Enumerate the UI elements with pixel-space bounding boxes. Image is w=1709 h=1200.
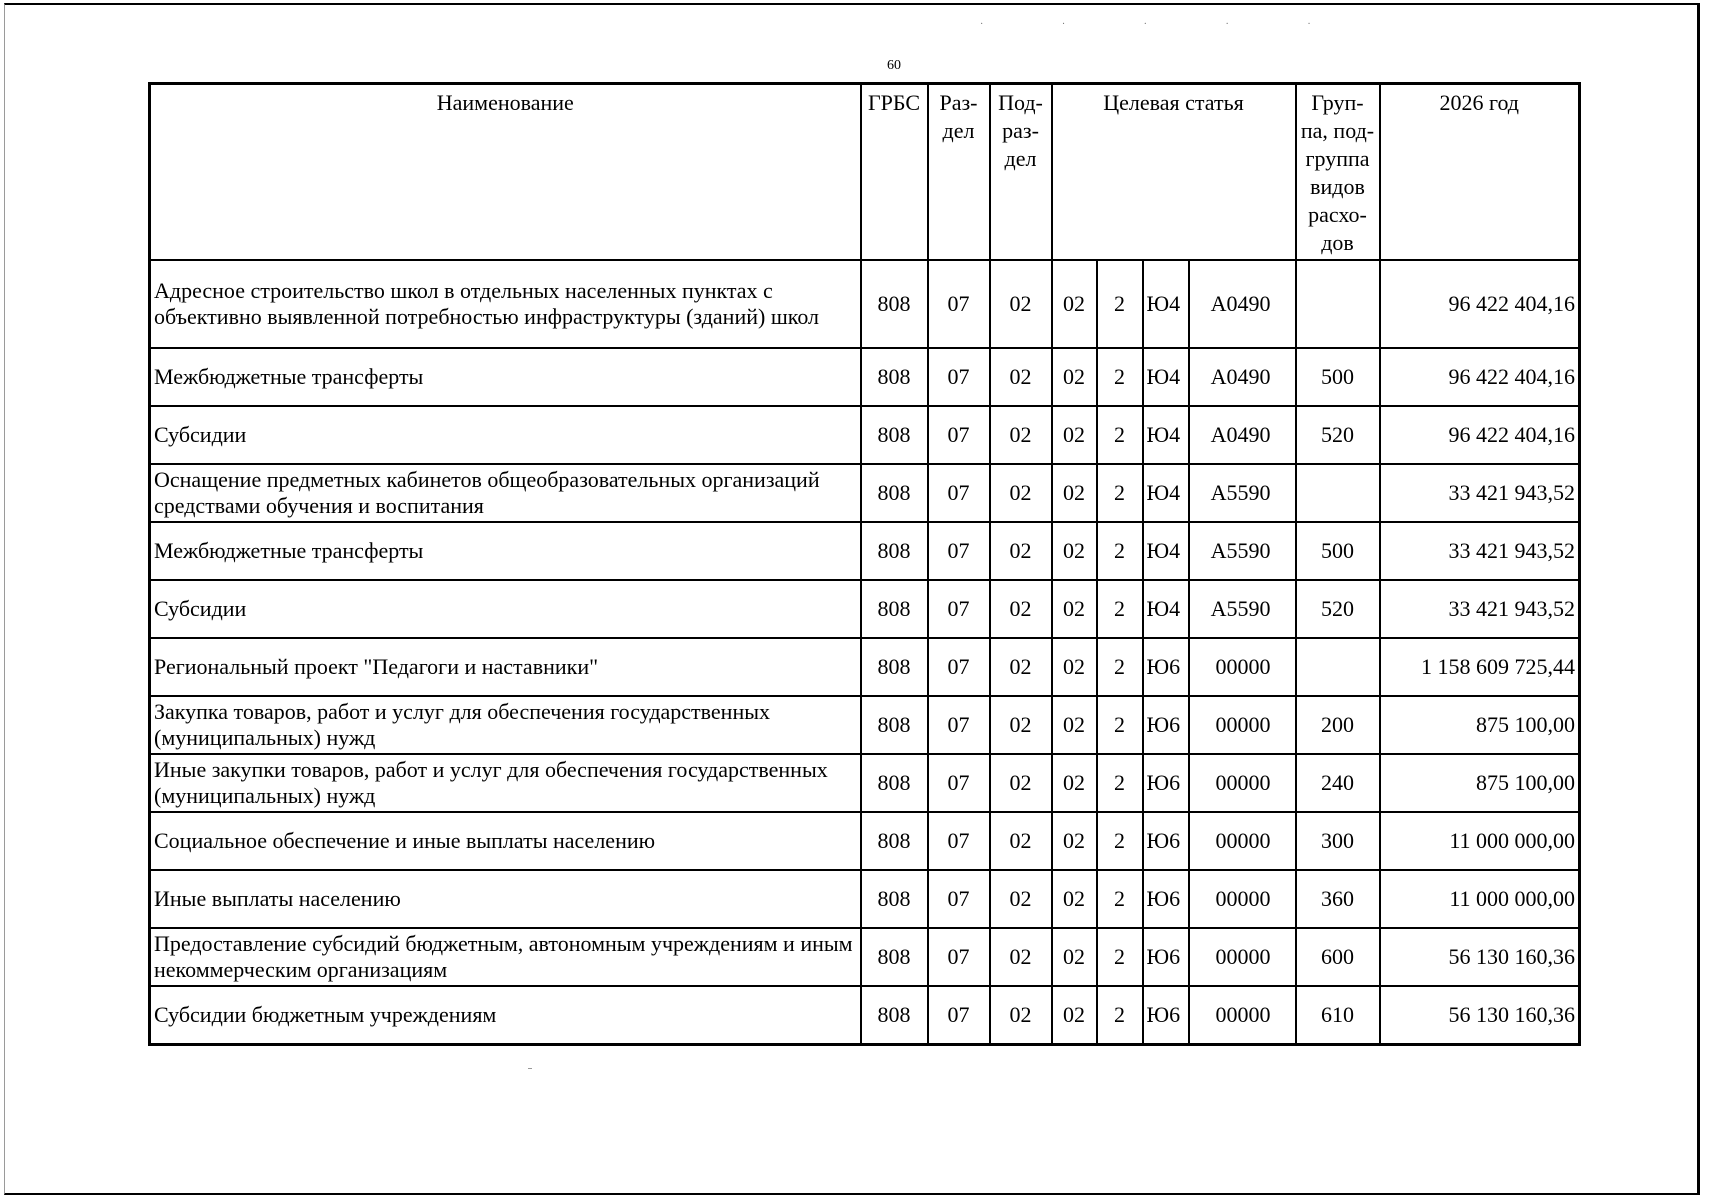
header-razdel: Раз- дел [928,84,990,261]
cell-grbs: 808 [861,696,928,754]
cell-target-project: Ю4 [1143,260,1189,348]
cell-amount: 56 130 160,36 [1380,928,1580,986]
cell-grbs: 808 [861,260,928,348]
cell-expense-group: 360 [1296,870,1380,928]
cell-target-project: Ю6 [1143,754,1189,812]
cell-target-code: 00000 [1189,928,1296,986]
cell-razdel: 07 [928,464,990,522]
header-name: Наименование [150,84,861,261]
table-row [150,986,1580,1044]
cell-target-code: А0490 [1189,348,1296,406]
table-row [150,348,1580,406]
cell-target-program: 02 [1052,348,1097,406]
cell-target-program: 02 [1052,464,1097,522]
cell-target-subprogram: 2 [1097,406,1143,464]
cell-target-subprogram: 2 [1097,464,1143,522]
table-row [150,522,1580,580]
cell-amount: 11 000 000,00 [1380,812,1580,870]
cell-name: Иные выплаты населению [150,870,861,928]
cell-name: Субсидии [150,580,861,638]
cell-razdel: 07 [928,812,990,870]
cell-target-code: А5590 [1189,580,1296,638]
cell-target-subprogram: 2 [1097,580,1143,638]
cell-podrazdel: 02 [990,522,1052,580]
cell-name: Оснащение предметных кабинетов общеобразовательных организаций средствами обучения и воспитания [150,464,861,522]
cell-expense-group: 300 [1296,812,1380,870]
cell-amount: 33 421 943,52 [1380,522,1580,580]
cell-podrazdel: 02 [990,754,1052,812]
cell-target-subprogram: 2 [1097,812,1143,870]
cell-razdel: 07 [928,260,990,348]
cell-expense-group [1296,464,1380,522]
page-number: 60 [887,58,901,73]
cell-amount: 33 421 943,52 [1380,464,1580,522]
cell-target-code: 00000 [1189,870,1296,928]
cell-target-program: 02 [1052,928,1097,986]
cell-target-subprogram: 2 [1097,870,1143,928]
cell-amount: 96 422 404,16 [1380,260,1580,348]
cell-name: Межбюджетные трансферты [150,522,861,580]
cell-grbs: 808 [861,754,928,812]
cell-razdel: 07 [928,986,990,1044]
cell-target-program: 02 [1052,580,1097,638]
cell-target-project: Ю4 [1143,406,1189,464]
cell-amount: 875 100,00 [1380,696,1580,754]
cell-podrazdel: 02 [990,870,1052,928]
cell-target-code: 00000 [1189,696,1296,754]
cell-name: Региональный проект "Педагоги и наставники" [150,638,861,696]
header-target-article: Целевая статья [1052,84,1296,261]
header-grbs: ГРБС [861,84,928,261]
cell-target-program: 02 [1052,696,1097,754]
cell-target-project: Ю6 [1143,638,1189,696]
cell-grbs: 808 [861,986,928,1044]
cell-name: Субсидии бюджетным учреждениям [150,986,861,1044]
header-row [150,84,1580,261]
cell-target-project: Ю6 [1143,696,1189,754]
cell-target-project: Ю6 [1143,928,1189,986]
cell-target-subprogram: 2 [1097,348,1143,406]
table-row [150,754,1580,812]
cell-amount: 11 000 000,00 [1380,870,1580,928]
cell-target-code: А5590 [1189,464,1296,522]
cell-target-project: Ю4 [1143,522,1189,580]
cell-target-program: 02 [1052,754,1097,812]
table-row [150,928,1580,986]
cell-expense-group: 610 [1296,986,1380,1044]
table-row [150,406,1580,464]
cell-target-code: А0490 [1189,406,1296,464]
table-row [150,870,1580,928]
cell-razdel: 07 [928,580,990,638]
cell-name: Субсидии [150,406,861,464]
budget-table [148,82,1581,1046]
cell-target-code: А5590 [1189,522,1296,580]
cell-target-program: 02 [1052,522,1097,580]
table-row [150,638,1580,696]
header-podrazdel: Под- раз- дел [990,84,1052,261]
cell-grbs: 808 [861,812,928,870]
table-body [150,260,1580,1044]
cell-podrazdel: 02 [990,406,1052,464]
cell-target-project: Ю6 [1143,870,1189,928]
cell-target-code: 00000 [1189,638,1296,696]
cell-expense-group: 240 [1296,754,1380,812]
cell-target-code: 00000 [1189,812,1296,870]
cell-razdel: 07 [928,928,990,986]
scan-artifact: · · · · · [980,19,1349,30]
cell-name: Социальное обеспечение и иные выплаты населению [150,812,861,870]
cell-razdel: 07 [928,870,990,928]
cell-grbs: 808 [861,638,928,696]
cell-podrazdel: 02 [990,580,1052,638]
cell-grbs: 808 [861,522,928,580]
cell-target-program: 02 [1052,406,1097,464]
cell-target-project: Ю4 [1143,348,1189,406]
table-row [150,696,1580,754]
cell-grbs: 808 [861,580,928,638]
cell-name: Иные закупки товаров, работ и услуг для обеспечения государственных (муниципальных) нужд [150,754,861,812]
cell-podrazdel: 02 [990,812,1052,870]
cell-target-subprogram: 2 [1097,928,1143,986]
cell-grbs: 808 [861,406,928,464]
cell-razdel: 07 [928,754,990,812]
cell-amount: 96 422 404,16 [1380,406,1580,464]
cell-grbs: 808 [861,348,928,406]
cell-name: Межбюджетные трансферты [150,348,861,406]
table-row [150,464,1580,522]
cell-target-code: 00000 [1189,986,1296,1044]
cell-target-subprogram: 2 [1097,522,1143,580]
table-row [150,260,1580,348]
scan-artifact-mark [528,1068,532,1069]
cell-podrazdel: 02 [990,348,1052,406]
cell-expense-group: 600 [1296,928,1380,986]
cell-expense-group [1296,260,1380,348]
cell-podrazdel: 02 [990,986,1052,1044]
cell-expense-group: 500 [1296,348,1380,406]
cell-target-program: 02 [1052,986,1097,1044]
cell-expense-group: 500 [1296,522,1380,580]
table-row [150,580,1580,638]
cell-podrazdel: 02 [990,638,1052,696]
cell-grbs: 808 [861,870,928,928]
cell-expense-group: 520 [1296,406,1380,464]
cell-target-code: А0490 [1189,260,1296,348]
cell-razdel: 07 [928,348,990,406]
cell-razdel: 07 [928,696,990,754]
cell-target-program: 02 [1052,812,1097,870]
cell-target-subprogram: 2 [1097,696,1143,754]
cell-target-project: Ю4 [1143,464,1189,522]
cell-razdel: 07 [928,406,990,464]
cell-grbs: 808 [861,928,928,986]
cell-amount: 33 421 943,52 [1380,580,1580,638]
cell-target-subprogram: 2 [1097,638,1143,696]
cell-name: Закупка товаров, работ и услуг для обеспечения государственных (муниципальных) нужд [150,696,861,754]
cell-podrazdel: 02 [990,928,1052,986]
cell-expense-group [1296,638,1380,696]
cell-podrazdel: 02 [990,260,1052,348]
header-year-2026: 2026 год [1380,84,1580,261]
cell-target-subprogram: 2 [1097,260,1143,348]
cell-name: Предоставление субсидий бюджетным, автономным учреждениям и иным некоммерческим организациям [150,928,861,986]
cell-amount: 1 158 609 725,44 [1380,638,1580,696]
cell-razdel: 07 [928,522,990,580]
cell-target-program: 02 [1052,870,1097,928]
cell-target-program: 02 [1052,260,1097,348]
header-expense-group: Груп- па, под- группа видов расхо- дов [1296,84,1380,261]
cell-target-project: Ю6 [1143,986,1189,1044]
cell-target-subprogram: 2 [1097,986,1143,1044]
cell-amount: 56 130 160,36 [1380,986,1580,1044]
table-row [150,812,1580,870]
cell-podrazdel: 02 [990,696,1052,754]
cell-target-code: 00000 [1189,754,1296,812]
cell-razdel: 07 [928,638,990,696]
cell-grbs: 808 [861,464,928,522]
cell-target-program: 02 [1052,638,1097,696]
cell-target-project: Ю4 [1143,580,1189,638]
cell-podrazdel: 02 [990,464,1052,522]
cell-target-subprogram: 2 [1097,754,1143,812]
cell-name: Адресное строительство школ в отдельных населенных пунктах с объективно выявленной потребностью инфраструктуры (зданий) школ [150,260,861,348]
cell-expense-group: 520 [1296,580,1380,638]
cell-expense-group: 200 [1296,696,1380,754]
cell-amount: 96 422 404,16 [1380,348,1580,406]
cell-amount: 875 100,00 [1380,754,1580,812]
cell-target-project: Ю6 [1143,812,1189,870]
